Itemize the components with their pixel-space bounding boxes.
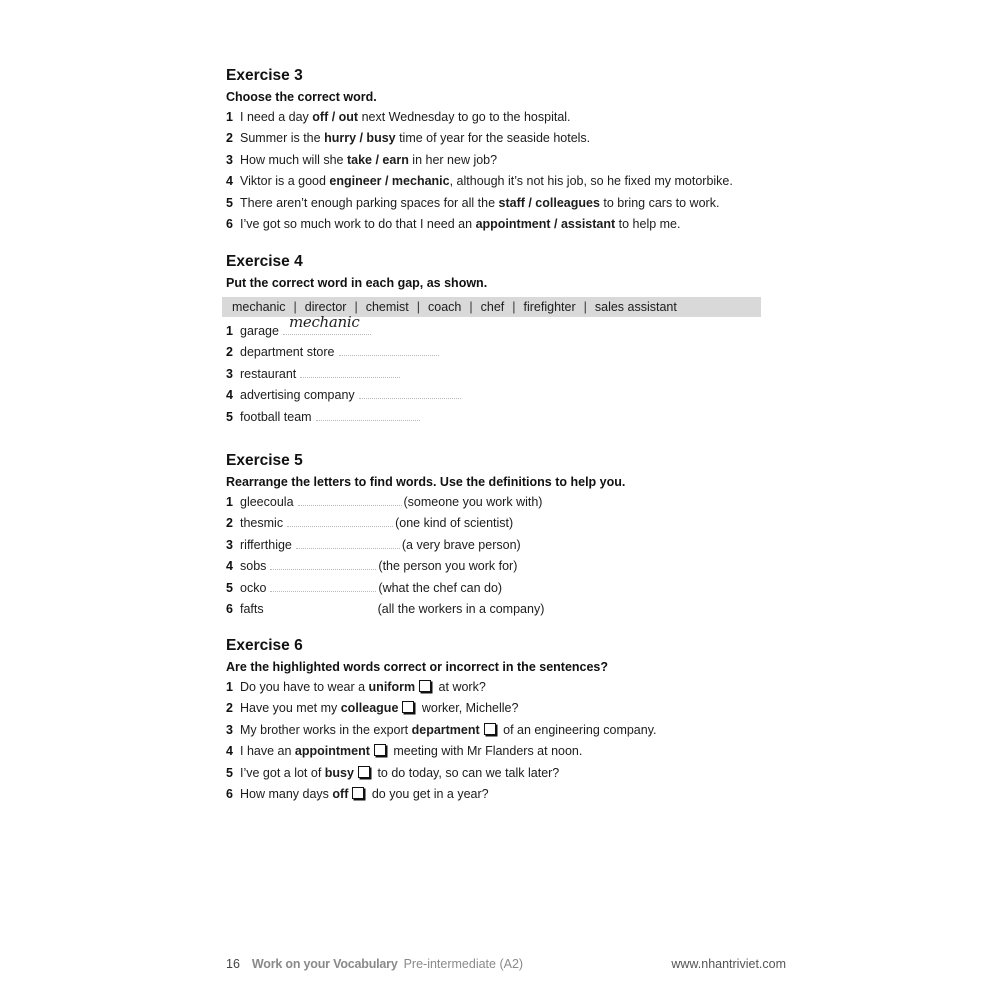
checkbox[interactable] xyxy=(374,744,386,756)
word-choice[interactable]: off / out xyxy=(312,110,359,124)
answer-gap[interactable] xyxy=(296,538,400,549)
answer-gap[interactable] xyxy=(359,388,461,399)
item-number: 3 xyxy=(226,537,233,552)
item-text: advertising company xyxy=(240,388,355,403)
item-text: I’ve got so much work to do that I need an xyxy=(240,217,476,232)
item-text: garage xyxy=(240,324,279,338)
exercise-item xyxy=(226,535,786,556)
item-text: football team xyxy=(240,409,312,424)
exercise-item xyxy=(226,364,786,385)
item-number: 4 xyxy=(226,744,233,759)
item-text: I need a day xyxy=(240,110,313,124)
item-number: 1 xyxy=(226,680,233,694)
definition: (a very brave person) xyxy=(401,537,521,552)
scrambled-word: thesmic xyxy=(240,516,284,531)
item-text: do you get in a year? xyxy=(368,787,489,802)
definition: (one kind of scientist) xyxy=(395,516,514,531)
highlighted-word: busy xyxy=(324,765,354,780)
item-text: How much will she xyxy=(240,152,347,167)
exercise-item xyxy=(226,312,786,342)
answer-gap[interactable] xyxy=(270,559,376,570)
word-option: mechanic xyxy=(232,300,286,314)
exercise-5 xyxy=(226,451,786,620)
book-level: Pre-intermediate (A2) xyxy=(403,957,524,971)
highlighted-word: uniform xyxy=(368,680,416,694)
item-number: 6 xyxy=(226,787,233,802)
item-text: in her new job? xyxy=(408,152,498,167)
item-text: There aren’t enough parking spaces for all the xyxy=(240,195,499,210)
scrambled-word: gleecoula xyxy=(240,495,294,509)
highlighted-word: department xyxy=(411,722,480,737)
word-choice[interactable]: appointment / assistant xyxy=(475,217,616,232)
item-text: Viktor is a good xyxy=(240,174,330,189)
item-text: at work? xyxy=(435,680,486,694)
word-choice[interactable]: staff / colleagues xyxy=(498,195,600,210)
exercise-item xyxy=(226,698,786,719)
book-title: Work on your Vocabulary xyxy=(251,957,398,971)
checkbox[interactable] xyxy=(419,680,431,692)
item-text: of an engineering company. xyxy=(499,722,657,737)
item-text: Have you met my xyxy=(240,701,341,716)
checkbox[interactable] xyxy=(358,766,370,778)
item-text: to bring cars to work. xyxy=(599,195,720,210)
answer-gap[interactable] xyxy=(300,367,400,378)
item-text: How many days xyxy=(240,787,333,802)
exercise-instruction: Rearrange the letters to find words. Use the definitions to help you. xyxy=(226,475,626,489)
exercise-title: Exercise 6 xyxy=(226,637,303,654)
exercise-item xyxy=(226,171,786,192)
item-text: I have an xyxy=(240,744,295,759)
item-text: worker, Michelle? xyxy=(418,701,519,716)
answer-gap[interactable] xyxy=(316,410,420,421)
exercise-item xyxy=(226,578,786,599)
answer-gap[interactable] xyxy=(339,345,439,356)
item-text: to do today, so can we talk later? xyxy=(373,765,560,780)
exercise-item xyxy=(226,214,786,235)
word-option: chemist xyxy=(365,300,409,314)
item-text: meeting with Mr Flanders at noon. xyxy=(389,744,583,759)
exercise-6 xyxy=(226,636,786,805)
word-option: chef xyxy=(480,300,505,314)
answer-gap[interactable] xyxy=(287,516,393,527)
item-number: 3 xyxy=(226,722,233,737)
exercise-title: Exercise 3 xyxy=(226,67,303,84)
word-option: firefighter xyxy=(523,300,576,314)
exercise-item xyxy=(226,556,786,577)
exercise-item xyxy=(226,107,786,128)
checkbox[interactable] xyxy=(352,787,364,799)
scrambled-word: fafts xyxy=(240,602,264,617)
item-text: restaurant xyxy=(240,366,297,381)
definition: (all the workers in a company) xyxy=(377,602,545,617)
exercise-instruction: Put the correct word in each gap, as shown. xyxy=(226,276,488,290)
exercise-item xyxy=(226,741,786,762)
item-text: I’ve got a lot of xyxy=(240,765,325,780)
item-number: 2 xyxy=(226,131,233,146)
page-footer xyxy=(226,957,786,971)
checkbox[interactable] xyxy=(402,701,414,713)
separator: | xyxy=(512,300,516,314)
item-number: 5 xyxy=(226,765,233,780)
word-choice[interactable]: hurry / busy xyxy=(324,131,396,146)
word-choice[interactable]: engineer / mechanic xyxy=(329,174,450,189)
exercise-item xyxy=(226,720,786,741)
word-choice[interactable]: take / earn xyxy=(346,152,409,167)
exercise-instruction: Are the highlighted words correct or incorrect in the sentences? xyxy=(226,660,609,674)
exercise-item xyxy=(226,763,786,784)
highlighted-word: appointment xyxy=(294,744,370,759)
item-text: Do you have to wear a xyxy=(240,680,369,694)
exercise-item xyxy=(226,784,786,805)
item-number: 1 xyxy=(226,110,233,124)
exercise-item xyxy=(226,513,786,534)
scrambled-word: ocko xyxy=(240,580,267,595)
item-number: 5 xyxy=(226,409,233,424)
item-number: 4 xyxy=(226,559,233,574)
answer-gap[interactable] xyxy=(298,495,402,506)
exercise-title: Exercise 5 xyxy=(226,452,303,469)
item-text: time of year for the seaside hotels. xyxy=(395,131,591,146)
item-text: Summer is the xyxy=(240,131,325,146)
item-text: My brother works in the export xyxy=(240,722,412,737)
item-number: 4 xyxy=(226,388,233,403)
item-number: 1 xyxy=(226,324,233,338)
item-number: 2 xyxy=(226,345,233,360)
highlighted-word: colleague xyxy=(340,701,399,716)
exercise-item xyxy=(226,492,786,513)
item-text: next Wednesday to go to the hospital. xyxy=(358,110,571,124)
exercise-items xyxy=(226,677,786,805)
exercise-4 xyxy=(226,252,786,428)
item-number: 5 xyxy=(226,195,233,210)
exercise-item xyxy=(226,150,786,171)
exercise-item xyxy=(226,599,786,620)
exercise-3 xyxy=(226,66,786,235)
scrambled-word: rifferthige xyxy=(240,537,292,552)
exercise-item xyxy=(226,385,786,406)
scrambled-word: sobs xyxy=(240,559,267,574)
separator: | xyxy=(416,300,421,314)
definition: (someone you work with) xyxy=(403,495,543,509)
separator: | xyxy=(583,300,587,314)
separator: | xyxy=(469,300,473,314)
item-number: 1 xyxy=(226,495,233,509)
item-number: 3 xyxy=(226,366,233,381)
separator: | xyxy=(354,300,358,314)
separator: | xyxy=(293,300,297,314)
item-number: 2 xyxy=(226,516,233,531)
answer-gap[interactable] xyxy=(283,312,371,335)
item-number: 4 xyxy=(226,174,233,189)
word-option: sales assistant xyxy=(594,300,677,314)
checkbox[interactable] xyxy=(484,723,496,735)
item-number: 2 xyxy=(226,701,233,716)
exercise-items xyxy=(226,312,786,428)
item-number: 5 xyxy=(226,580,233,595)
word-option: director xyxy=(304,300,347,314)
handwritten-answer: mechanic xyxy=(288,312,360,331)
definition: (the person you work for) xyxy=(378,559,518,574)
answer-gap[interactable] xyxy=(268,602,376,613)
exercise-item xyxy=(226,342,786,363)
exercise-items xyxy=(226,107,786,235)
exercise-title: Exercise 4 xyxy=(226,253,303,270)
exercise-instruction: Choose the correct word. xyxy=(226,90,377,104)
exercise-item xyxy=(226,128,786,149)
exercise-item xyxy=(226,677,786,698)
item-text: , although it’s not his job, so he fixed my motorbike. xyxy=(449,174,733,189)
item-text: department store xyxy=(240,345,335,360)
word-option: coach xyxy=(428,300,462,314)
item-text: to help me. xyxy=(615,217,681,232)
answer-gap[interactable] xyxy=(270,581,376,592)
definition: (what the chef can do) xyxy=(378,580,503,595)
page-number: 16 xyxy=(226,957,240,971)
exercise-items xyxy=(226,492,786,620)
item-number: 6 xyxy=(226,217,233,232)
exercise-item xyxy=(226,407,786,428)
item-number: 6 xyxy=(226,602,233,617)
website-link[interactable]: www.nhantriviet.com xyxy=(671,957,786,971)
highlighted-word: off xyxy=(332,787,349,802)
exercise-item xyxy=(226,193,786,214)
item-number: 3 xyxy=(226,152,233,167)
